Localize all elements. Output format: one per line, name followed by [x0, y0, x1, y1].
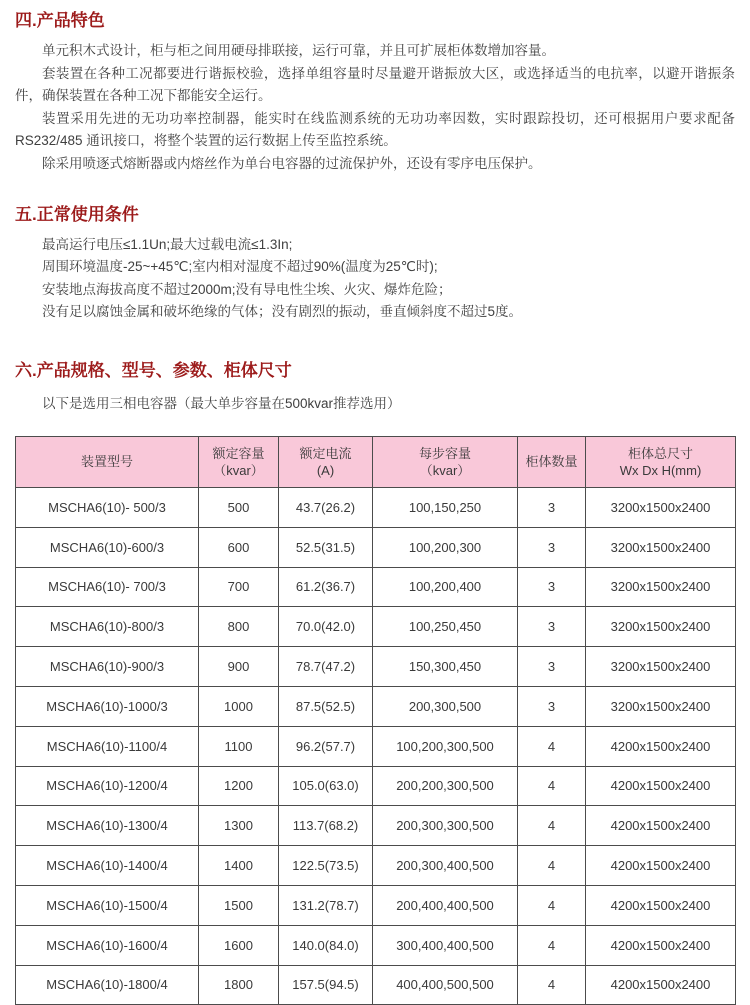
cell-cabinet-count: 3: [518, 686, 586, 726]
header-label: 额定电流: [299, 445, 352, 461]
cell-step-capacity: 200,200,300,500: [373, 766, 518, 806]
table-row: [16, 766, 736, 806]
cell-model: MSCHA6(10)- 500/3: [16, 487, 199, 527]
spec-table: [15, 436, 736, 1005]
cell-step-capacity: 100,200,300: [373, 527, 518, 567]
cell-model: MSCHA6(10)-600/3: [16, 527, 199, 567]
header-row: [16, 436, 736, 487]
cell-rated-capacity: 500: [199, 487, 279, 527]
cell-step-capacity: 100,150,250: [373, 487, 518, 527]
cell-rated-capacity: 1500: [199, 885, 279, 925]
header-cell-cabinet-count: [518, 436, 586, 487]
cell-cabinet-count: 4: [518, 766, 586, 806]
header-sublabel: （kvar）: [419, 462, 471, 478]
cell-model: MSCHA6(10)-1400/4: [16, 846, 199, 886]
cell-rated-capacity: 1600: [199, 925, 279, 965]
header-label: 装置型号: [80, 454, 133, 470]
header-sublabel: Wx Dx H(mm): [619, 462, 702, 478]
cell-cabinet-size: 4200x1500x2400: [586, 766, 736, 806]
cell-model: MSCHA6(10)-800/3: [16, 607, 199, 647]
cell-cabinet-count: 3: [518, 487, 586, 527]
cell-rated-capacity: 700: [199, 567, 279, 607]
cell-cabinet-count: 3: [518, 607, 586, 647]
cell-cabinet-size: 3200x1500x2400: [586, 487, 736, 527]
cell-rated-current: 43.7(26.2): [279, 487, 373, 527]
cell-step-capacity: 100,200,400: [373, 567, 518, 607]
cell-model: MSCHA6(10)-1000/3: [16, 686, 199, 726]
cell-cabinet-count: 3: [518, 567, 586, 607]
cell-model: MSCHA6(10)-1500/4: [16, 885, 199, 925]
cell-rated-capacity: 1000: [199, 686, 279, 726]
cell-step-capacity: 100,200,300,500: [373, 726, 518, 766]
cell-rated-current: 61.2(36.7): [279, 567, 373, 607]
cell-cabinet-size: 3200x1500x2400: [586, 527, 736, 567]
header-cell-model: [16, 436, 199, 487]
cell-step-capacity: 150,300,450: [373, 647, 518, 687]
cell-cabinet-size: 4200x1500x2400: [586, 885, 736, 925]
header-label: 每步容量: [418, 445, 471, 461]
cell-model: MSCHA6(10)-1100/4: [16, 726, 199, 766]
section-conditions-heading: 五.正常使用条件: [15, 204, 139, 224]
cell-rated-current: 113.7(68.2): [279, 806, 373, 846]
cell-rated-current: 52.5(31.5): [279, 527, 373, 567]
cell-rated-capacity: 900: [199, 647, 279, 687]
table-row: [16, 487, 736, 527]
table-row: [16, 885, 736, 925]
section-features-body: [15, 40, 735, 176]
cell-rated-capacity: 1200: [199, 766, 279, 806]
cell-rated-capacity: 800: [199, 607, 279, 647]
cell-cabinet-size: 3200x1500x2400: [586, 607, 736, 647]
section-specs-heading: 六.产品规格、型号、参数、柜体尺寸: [15, 360, 292, 380]
header-sublabel: （kvar）: [213, 462, 264, 478]
cell-step-capacity: 200,300,300,500: [373, 806, 518, 846]
cell-cabinet-count: 4: [518, 885, 586, 925]
cell-cabinet-count: 3: [518, 647, 586, 687]
section-conditions-body: [15, 234, 735, 324]
cell-model: MSCHA6(10)-900/3: [16, 647, 199, 687]
header-cell-rated-capacity: [199, 436, 279, 487]
cell-rated-capacity: 600: [199, 527, 279, 567]
condition-line: 没有足以腐蚀金属和破坏绝缘的气体；没有剧烈的振动，垂直倾斜度不超过5度。: [42, 304, 523, 320]
condition-line: 周围环境温度-25~+45℃;室内相对湿度不超过90%(温度为25℃时);: [42, 259, 438, 275]
table-row: [16, 925, 736, 965]
cell-cabinet-size: 3200x1500x2400: [586, 567, 736, 607]
cell-model: MSCHA6(10)-1600/4: [16, 925, 199, 965]
cell-rated-current: 131.2(78.7): [279, 885, 373, 925]
cell-cabinet-count: 4: [518, 806, 586, 846]
cell-model: MSCHA6(10)-1300/4: [16, 806, 199, 846]
cell-model: MSCHA6(10)-1200/4: [16, 766, 199, 806]
cell-rated-capacity: 1300: [199, 806, 279, 846]
cell-cabinet-count: 4: [518, 726, 586, 766]
cell-cabinet-count: 3: [518, 527, 586, 567]
features-paragraph: 除采用喷逐式熔断器或内熔丝作为单台电容器的过流保护外，还设有零序电压保护。: [42, 155, 542, 171]
cell-step-capacity: 100,250,450: [373, 607, 518, 647]
cell-step-capacity: 200,300,500: [373, 686, 518, 726]
cell-rated-current: 87.5(52.5): [279, 686, 373, 726]
cell-rated-current: 78.7(47.2): [279, 647, 373, 687]
cell-model: MSCHA6(10)- 700/3: [16, 567, 199, 607]
cell-cabinet-size: 3200x1500x2400: [586, 686, 736, 726]
cell-step-capacity: 200,400,400,500: [373, 885, 518, 925]
table-row: [16, 647, 736, 687]
cell-model: MSCHA6(10)-1800/4: [16, 965, 199, 1005]
cell-rated-current: 157.5(94.5): [279, 965, 373, 1005]
cell-cabinet-size: 4200x1500x2400: [586, 806, 736, 846]
header-label: 柜体总尺寸: [627, 445, 693, 461]
cell-rated-current: 70.0(42.0): [279, 607, 373, 647]
features-paragraph: 单元积木式设计，柜与柜之间用硬母排联接，运行可靠，并且可扩展柜体数增加容量。: [42, 43, 555, 58]
cell-cabinet-size: 4200x1500x2400: [586, 925, 736, 965]
features-paragraph: 装置采用先进的无功功率控制器，能实时在线监测系统的无功功率因数，实时跟踪投切，还可根据用户要求配备RS232/485 通讯接口，将整个装置的运行数据上传至监控系统。: [15, 110, 735, 149]
cell-rated-capacity: 1800: [199, 965, 279, 1005]
table-row: [16, 806, 736, 846]
header-cell-cabinet-size: [586, 436, 736, 487]
header-sublabel: (A): [316, 462, 335, 478]
header-cell-rated-current: [279, 436, 373, 487]
section-features-heading: 四.产品特色: [15, 11, 105, 30]
cell-rated-current: 122.5(73.5): [279, 846, 373, 886]
cell-rated-current: 105.0(63.0): [279, 766, 373, 806]
table-row: [16, 846, 736, 886]
specs-intro-text: 以下是选用三相电容器（最大单步容量在500kvar推荐选用）: [42, 395, 401, 411]
table-row: [16, 527, 736, 567]
table-row: [16, 686, 736, 726]
cell-cabinet-count: 4: [518, 925, 586, 965]
spec-table-body: [16, 487, 736, 1004]
cell-step-capacity: 400,400,500,500: [373, 965, 518, 1005]
cell-cabinet-size: 4200x1500x2400: [586, 846, 736, 886]
cell-cabinet-size: 4200x1500x2400: [586, 965, 736, 1005]
cell-cabinet-count: 4: [518, 846, 586, 886]
cell-step-capacity: 200,300,400,500: [373, 846, 518, 886]
cell-cabinet-size: 4200x1500x2400: [586, 726, 736, 766]
cell-cabinet-count: 4: [518, 965, 586, 1005]
table-row: [16, 726, 736, 766]
table-row: [16, 965, 736, 1005]
cell-cabinet-size: 3200x1500x2400: [586, 647, 736, 687]
cell-rated-capacity: 1100: [199, 726, 279, 766]
cell-rated-capacity: 1400: [199, 846, 279, 886]
table-row: [16, 607, 736, 647]
header-label: 额定容量: [212, 445, 265, 461]
condition-line: 安装地点海拔高度不超过2000m;没有导电性尘埃、火灾、爆炸危险；: [42, 281, 452, 297]
cell-rated-current: 140.0(84.0): [279, 925, 373, 965]
cell-rated-current: 96.2(57.7): [279, 726, 373, 766]
cell-step-capacity: 300,400,400,500: [373, 925, 518, 965]
table-row: [16, 567, 736, 607]
features-paragraph: 套装置在各种工况都要进行谐振校验，选择单组容量时尽量避开谐振放大区，或选择适当的电抗率，以避开谐振条件，确保装置在各种工况下都能安全运行。: [15, 65, 735, 104]
spec-table-header: [16, 436, 736, 487]
header-label: 柜体数量: [525, 454, 578, 470]
header-cell-step-capacity: [373, 436, 518, 487]
condition-line: 最高运行电压≤1.1Un;最大过载电流≤1.3In;: [42, 236, 293, 252]
